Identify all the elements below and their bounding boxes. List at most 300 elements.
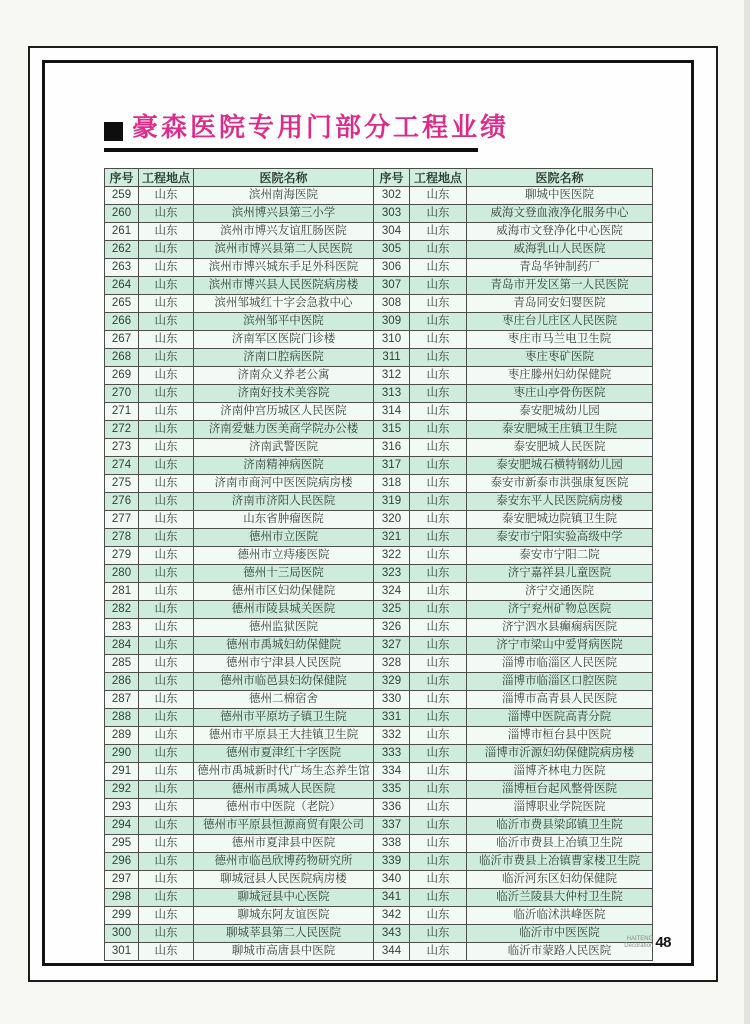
location-cell: 山东 <box>139 853 194 871</box>
table-row <box>105 277 653 295</box>
serial-cell: 283 <box>105 619 139 637</box>
serial-cell: 307 <box>374 277 410 295</box>
hospital-cell: 济南市济阳人民医院 <box>194 493 374 511</box>
serial-cell: 312 <box>374 367 410 385</box>
serial-cell: 280 <box>105 565 139 583</box>
serial-cell: 343 <box>374 925 410 943</box>
hospital-cell: 德州二棉宿舍 <box>194 691 374 709</box>
table-row <box>105 439 653 457</box>
hospital-cell: 临沂兰陵县大仲村卫生院 <box>467 889 653 907</box>
table-row <box>105 637 653 655</box>
location-cell: 山东 <box>410 853 467 871</box>
serial-cell: 311 <box>374 349 410 367</box>
location-cell: 山东 <box>139 187 194 205</box>
serial-cell: 270 <box>105 385 139 403</box>
hospital-cell: 滨州市博兴县第二人民医院 <box>194 241 374 259</box>
table-row <box>105 601 653 619</box>
location-cell: 山东 <box>410 223 467 241</box>
serial-cell: 278 <box>105 529 139 547</box>
table-row <box>105 457 653 475</box>
location-cell: 山东 <box>139 349 194 367</box>
serial-cell: 321 <box>374 529 410 547</box>
hospital-cell: 淄博市沂源妇幼保健院病房楼 <box>467 745 653 763</box>
serial-cell: 309 <box>374 313 410 331</box>
serial-cell: 331 <box>374 709 410 727</box>
table-header-row <box>105 169 653 187</box>
page-title: 豪森医院专用门部分工程业绩 <box>132 112 510 142</box>
brand-subtitle: Decoration <box>624 942 654 949</box>
table-row <box>105 763 653 781</box>
serial-cell: 327 <box>374 637 410 655</box>
hospital-cell: 滨州博兴县第三小学 <box>194 205 374 223</box>
serial-cell: 323 <box>374 565 410 583</box>
location-cell: 山东 <box>410 511 467 529</box>
location-cell: 山东 <box>410 457 467 475</box>
hospital-cell: 济南口腔病医院 <box>194 349 374 367</box>
serial-cell: 269 <box>105 367 139 385</box>
serial-cell: 330 <box>374 691 410 709</box>
header-location-right: 工程地点 <box>410 169 467 187</box>
location-cell: 山东 <box>410 781 467 799</box>
hospital-cell: 济南好技术美容院 <box>194 385 374 403</box>
hospital-cell: 泰安市新泰市洪强康复医院 <box>467 475 653 493</box>
serial-cell: 308 <box>374 295 410 313</box>
title-underline <box>104 148 478 152</box>
photo-edge-shadow <box>744 0 750 1024</box>
hospital-cell: 聊城冠县中心医院 <box>194 889 374 907</box>
hospital-cell: 德州市中医院（老院） <box>194 799 374 817</box>
location-cell: 山东 <box>410 331 467 349</box>
location-cell: 山东 <box>410 925 467 943</box>
hospital-cell: 德州市夏津红十字医院 <box>194 745 374 763</box>
hospital-cell: 滨州邹平中医院 <box>194 313 374 331</box>
serial-cell: 287 <box>105 691 139 709</box>
serial-cell: 318 <box>374 475 410 493</box>
hospital-cell: 济宁市梁山中爱肾病医院 <box>467 637 653 655</box>
hospital-cell: 淄博市高青县人民医院 <box>467 691 653 709</box>
location-cell: 山东 <box>410 349 467 367</box>
table-row <box>105 691 653 709</box>
hospital-cell: 济宁泗水县癫痫病医院 <box>467 619 653 637</box>
location-cell: 山东 <box>139 223 194 241</box>
header-location-left: 工程地点 <box>139 169 194 187</box>
hospital-cell: 临沂河东区妇幼保健院 <box>467 871 653 889</box>
hospital-cell: 德州市平原县恒源商贸有限公司 <box>194 817 374 835</box>
serial-cell: 344 <box>374 943 410 961</box>
location-cell: 山东 <box>139 493 194 511</box>
table-row <box>105 331 653 349</box>
location-cell: 山东 <box>410 817 467 835</box>
hospital-cell: 威海文登血液净化服务中心 <box>467 205 653 223</box>
hospital-cell: 威海市文登净化中心医院 <box>467 223 653 241</box>
hospital-cell: 淄博市桓台县中医院 <box>467 727 653 745</box>
table-row <box>105 943 653 961</box>
table-row <box>105 385 653 403</box>
table-row <box>105 187 653 205</box>
hospital-cell: 济南众义养老公寓 <box>194 367 374 385</box>
table-row <box>105 493 653 511</box>
hospital-cell: 泰安肥城王庄镇卫生院 <box>467 421 653 439</box>
location-cell: 山东 <box>139 907 194 925</box>
location-cell: 山东 <box>139 403 194 421</box>
serial-cell: 337 <box>374 817 410 835</box>
location-cell: 山东 <box>410 943 467 961</box>
location-cell: 山东 <box>139 619 194 637</box>
serial-cell: 286 <box>105 673 139 691</box>
serial-cell: 288 <box>105 709 139 727</box>
serial-cell: 304 <box>374 223 410 241</box>
title-square-bullet-icon <box>104 122 123 141</box>
location-cell: 山东 <box>410 403 467 421</box>
table-row <box>105 907 653 925</box>
hospital-cell: 泰安肥城石横特钢幼儿园 <box>467 457 653 475</box>
hospital-cell: 淄博市临淄区人民医院 <box>467 655 653 673</box>
hospital-cell: 青岛华钟制药厂 <box>467 259 653 277</box>
hospital-cell: 威海乳山人民医院 <box>467 241 653 259</box>
serial-cell: 275 <box>105 475 139 493</box>
hospital-cell: 济南市商河中医医院病房楼 <box>194 475 374 493</box>
table-row <box>105 925 653 943</box>
serial-cell: 306 <box>374 259 410 277</box>
location-cell: 山东 <box>139 511 194 529</box>
hospital-cell: 聊城莘县第二人民医院 <box>194 925 374 943</box>
serial-cell: 277 <box>105 511 139 529</box>
hospital-cell: 济南军区医院门诊楼 <box>194 331 374 349</box>
location-cell: 山东 <box>410 835 467 853</box>
serial-cell: 289 <box>105 727 139 745</box>
location-cell: 山东 <box>139 817 194 835</box>
location-cell: 山东 <box>139 565 194 583</box>
location-cell: 山东 <box>139 889 194 907</box>
serial-cell: 279 <box>105 547 139 565</box>
serial-cell: 263 <box>105 259 139 277</box>
serial-cell: 272 <box>105 421 139 439</box>
hospital-cell: 德州市立医院 <box>194 529 374 547</box>
location-cell: 山东 <box>139 313 194 331</box>
table-row <box>105 781 653 799</box>
hospital-cell: 德州市区妇幼保健院 <box>194 583 374 601</box>
hospital-cell: 临沂市费县梁邱镇卫生院 <box>467 817 653 835</box>
table-row <box>105 745 653 763</box>
header-serial-left: 序号 <box>105 169 139 187</box>
hospital-cell: 临沂市蒙路人民医院 <box>467 943 653 961</box>
hospital-cell: 泰安肥城幼儿园 <box>467 403 653 421</box>
serial-cell: 317 <box>374 457 410 475</box>
table-row <box>105 475 653 493</box>
hospital-cell: 德州十三局医院 <box>194 565 374 583</box>
hospital-cell: 德州市临邑县妇幼保健院 <box>194 673 374 691</box>
location-cell: 山东 <box>139 277 194 295</box>
location-cell: 山东 <box>139 385 194 403</box>
table-row <box>105 583 653 601</box>
hospital-cell: 聊城中医医院 <box>467 187 653 205</box>
location-cell: 山东 <box>139 673 194 691</box>
location-cell: 山东 <box>139 943 194 961</box>
hospital-cell: 泰安东平人民医院病房楼 <box>467 493 653 511</box>
location-cell: 山东 <box>139 205 194 223</box>
serial-cell: 294 <box>105 817 139 835</box>
hospital-cell: 枣庄山亭骨伤医院 <box>467 385 653 403</box>
location-cell: 山东 <box>139 727 194 745</box>
hospital-cell: 淄博职业学院医院 <box>467 799 653 817</box>
location-cell: 山东 <box>410 241 467 259</box>
hospital-cell: 济南武警医院 <box>194 439 374 457</box>
serial-cell: 295 <box>105 835 139 853</box>
serial-cell: 332 <box>374 727 410 745</box>
serial-cell: 319 <box>374 493 410 511</box>
serial-cell: 298 <box>105 889 139 907</box>
hospital-cell: 聊城冠县人民医院病房楼 <box>194 871 374 889</box>
hospital-cell: 枣庄枣矿医院 <box>467 349 653 367</box>
serial-cell: 314 <box>374 403 410 421</box>
table-row <box>105 871 653 889</box>
table-row <box>105 241 653 259</box>
serial-cell: 293 <box>105 799 139 817</box>
serial-cell: 261 <box>105 223 139 241</box>
location-cell: 山东 <box>410 475 467 493</box>
hospital-cell: 德州市禹城人民医院 <box>194 781 374 799</box>
hospital-cell: 德州市陵县城关医院 <box>194 601 374 619</box>
table-row <box>105 511 653 529</box>
location-cell: 山东 <box>410 277 467 295</box>
hospital-cell: 泰安市宁阳实验高级中学 <box>467 529 653 547</box>
location-cell: 山东 <box>139 709 194 727</box>
table-row <box>105 853 653 871</box>
serial-cell: 339 <box>374 853 410 871</box>
serial-cell: 329 <box>374 673 410 691</box>
location-cell: 山东 <box>410 691 467 709</box>
location-cell: 山东 <box>410 637 467 655</box>
location-cell: 山东 <box>139 475 194 493</box>
serial-cell: 334 <box>374 763 410 781</box>
location-cell: 山东 <box>139 259 194 277</box>
outer-page-frame <box>28 46 718 982</box>
location-cell: 山东 <box>410 619 467 637</box>
location-cell: 山东 <box>410 187 467 205</box>
table-row <box>105 349 653 367</box>
hospital-cell: 临沂市费县上冶镇曹家楼卫生院 <box>467 853 653 871</box>
location-cell: 山东 <box>410 907 467 925</box>
location-cell: 山东 <box>410 529 467 547</box>
header-hospital-left: 医院名称 <box>194 169 374 187</box>
table-row <box>105 529 653 547</box>
table-row <box>105 673 653 691</box>
hospital-cell: 济宁嘉祥县儿童医院 <box>467 565 653 583</box>
hospital-cell: 淄博中医院高青分院 <box>467 709 653 727</box>
table-row <box>105 727 653 745</box>
hospital-cell: 德州市夏津县中医院 <box>194 835 374 853</box>
serial-cell: 264 <box>105 277 139 295</box>
hospital-cell: 青岛市开发区第一人民医院 <box>467 277 653 295</box>
location-cell: 山东 <box>139 241 194 259</box>
table-row <box>105 223 653 241</box>
serial-cell: 290 <box>105 745 139 763</box>
serial-cell: 336 <box>374 799 410 817</box>
table-row <box>105 547 653 565</box>
serial-cell: 260 <box>105 205 139 223</box>
page-number: 48 <box>655 934 671 951</box>
hospital-cell: 青岛同安妇婴医院 <box>467 295 653 313</box>
location-cell: 山东 <box>139 421 194 439</box>
serial-cell: 276 <box>105 493 139 511</box>
serial-cell: 300 <box>105 925 139 943</box>
serial-cell: 284 <box>105 637 139 655</box>
serial-cell: 281 <box>105 583 139 601</box>
table-row <box>105 259 653 277</box>
hospital-cell: 德州市临邑欣博药物研究所 <box>194 853 374 871</box>
hospital-cell: 枣庄滕州妇幼保健院 <box>467 367 653 385</box>
serial-cell: 282 <box>105 601 139 619</box>
hospital-cell: 枣庄台儿庄区人民医院 <box>467 313 653 331</box>
serial-cell: 296 <box>105 853 139 871</box>
table-row <box>105 295 653 313</box>
location-cell: 山东 <box>139 331 194 349</box>
location-cell: 山东 <box>410 763 467 781</box>
serial-cell: 316 <box>374 439 410 457</box>
hospital-cell: 济南仲宫历城区人民医院 <box>194 403 374 421</box>
location-cell: 山东 <box>410 889 467 907</box>
location-cell: 山东 <box>410 583 467 601</box>
hospital-cell: 德州市宁津县人民医院 <box>194 655 374 673</box>
location-cell: 山东 <box>410 547 467 565</box>
hospital-cell: 聊城东阿友谊医院 <box>194 907 374 925</box>
serial-cell: 274 <box>105 457 139 475</box>
hospital-cell: 滨州市博兴城东手足外科医院 <box>194 259 374 277</box>
inner-page-frame <box>42 60 694 966</box>
location-cell: 山东 <box>410 295 467 313</box>
location-cell: 山东 <box>410 313 467 331</box>
hospital-cell: 济宁兖州矿物总医院 <box>467 601 653 619</box>
table-row <box>105 817 653 835</box>
serial-cell: 335 <box>374 781 410 799</box>
brand-name: HAITENG <box>626 935 654 942</box>
hospital-cell: 济宁交通医院 <box>467 583 653 601</box>
location-cell: 山东 <box>410 439 467 457</box>
location-cell: 山东 <box>139 745 194 763</box>
location-cell: 山东 <box>139 439 194 457</box>
hospital-cell: 德州市平原坊子镇卫生院 <box>194 709 374 727</box>
hospital-cell: 滨州市博兴友谊肛肠医院 <box>194 223 374 241</box>
table-row <box>105 709 653 727</box>
hospital-cell: 德州市立痔瘘医院 <box>194 547 374 565</box>
location-cell: 山东 <box>139 781 194 799</box>
location-cell: 山东 <box>410 493 467 511</box>
location-cell: 山东 <box>410 799 467 817</box>
serial-cell: 268 <box>105 349 139 367</box>
serial-cell: 266 <box>105 313 139 331</box>
serial-cell: 341 <box>374 889 410 907</box>
serial-cell: 340 <box>374 871 410 889</box>
serial-cell: 265 <box>105 295 139 313</box>
location-cell: 山东 <box>139 601 194 619</box>
location-cell: 山东 <box>410 385 467 403</box>
serial-cell: 328 <box>374 655 410 673</box>
serial-cell: 262 <box>105 241 139 259</box>
hospital-cell: 德州市禹城妇幼保健院 <box>194 637 374 655</box>
location-cell: 山东 <box>139 835 194 853</box>
location-cell: 山东 <box>139 367 194 385</box>
serial-cell: 301 <box>105 943 139 961</box>
hospital-cell: 滨州邹城红十字会急救中心 <box>194 295 374 313</box>
title-block <box>104 113 509 142</box>
hospital-cell: 淄博齐林电力医院 <box>467 763 653 781</box>
hospital-cell: 枣庄市马兰电卫生院 <box>467 331 653 349</box>
location-cell: 山东 <box>139 529 194 547</box>
hospital-cell: 济南爱魅力医美商学院办公楼 <box>194 421 374 439</box>
table-row <box>105 313 653 331</box>
location-cell: 山东 <box>139 637 194 655</box>
hospital-cell: 滨州市博兴县人民医院病房楼 <box>194 277 374 295</box>
table-row <box>105 367 653 385</box>
hospital-cell: 临沂临沭洪峰医院 <box>467 907 653 925</box>
table-row <box>105 403 653 421</box>
location-cell: 山东 <box>139 763 194 781</box>
serial-cell: 315 <box>374 421 410 439</box>
projects-table-body <box>105 187 653 961</box>
location-cell: 山东 <box>139 457 194 475</box>
hospital-cell: 山东省肿瘤医院 <box>194 511 374 529</box>
hospital-cell: 济南精神病医院 <box>194 457 374 475</box>
serial-cell: 313 <box>374 385 410 403</box>
serial-cell: 342 <box>374 907 410 925</box>
hospital-cell: 德州市平原县王大挂镇卫生院 <box>194 727 374 745</box>
serial-cell: 285 <box>105 655 139 673</box>
serial-cell: 320 <box>374 511 410 529</box>
location-cell: 山东 <box>410 655 467 673</box>
serial-cell: 325 <box>374 601 410 619</box>
location-cell: 山东 <box>410 259 467 277</box>
serial-cell: 338 <box>374 835 410 853</box>
hospital-cell: 滨州南海医院 <box>194 187 374 205</box>
location-cell: 山东 <box>410 727 467 745</box>
serial-cell: 297 <box>105 871 139 889</box>
location-cell: 山东 <box>410 673 467 691</box>
serial-cell: 326 <box>374 619 410 637</box>
hospital-cell: 德州市禹城新时代广场生态养生馆 <box>194 763 374 781</box>
hospital-cell: 德州监狱医院 <box>194 619 374 637</box>
location-cell: 山东 <box>410 421 467 439</box>
location-cell: 山东 <box>410 709 467 727</box>
location-cell: 山东 <box>139 583 194 601</box>
location-cell: 山东 <box>410 601 467 619</box>
location-cell: 山东 <box>410 565 467 583</box>
table-row <box>105 889 653 907</box>
table-row <box>105 619 653 637</box>
serial-cell: 322 <box>374 547 410 565</box>
location-cell: 山东 <box>139 925 194 943</box>
location-cell: 山东 <box>410 367 467 385</box>
table-row <box>105 799 653 817</box>
location-cell: 山东 <box>410 205 467 223</box>
table-row <box>105 835 653 853</box>
hospital-cell: 淄博市临淄区口腔医院 <box>467 673 653 691</box>
serial-cell: 302 <box>374 187 410 205</box>
serial-cell: 310 <box>374 331 410 349</box>
location-cell: 山东 <box>410 745 467 763</box>
table-row <box>105 205 653 223</box>
page-footer <box>624 934 671 951</box>
table-row <box>105 565 653 583</box>
serial-cell: 292 <box>105 781 139 799</box>
location-cell: 山东 <box>410 871 467 889</box>
projects-table <box>104 168 653 961</box>
hospital-cell: 聊城市高唐县中医院 <box>194 943 374 961</box>
hospital-cell: 临沂市中医医院 <box>467 925 653 943</box>
brand-logo <box>624 936 653 950</box>
location-cell: 山东 <box>139 871 194 889</box>
serial-cell: 324 <box>374 583 410 601</box>
serial-cell: 259 <box>105 187 139 205</box>
